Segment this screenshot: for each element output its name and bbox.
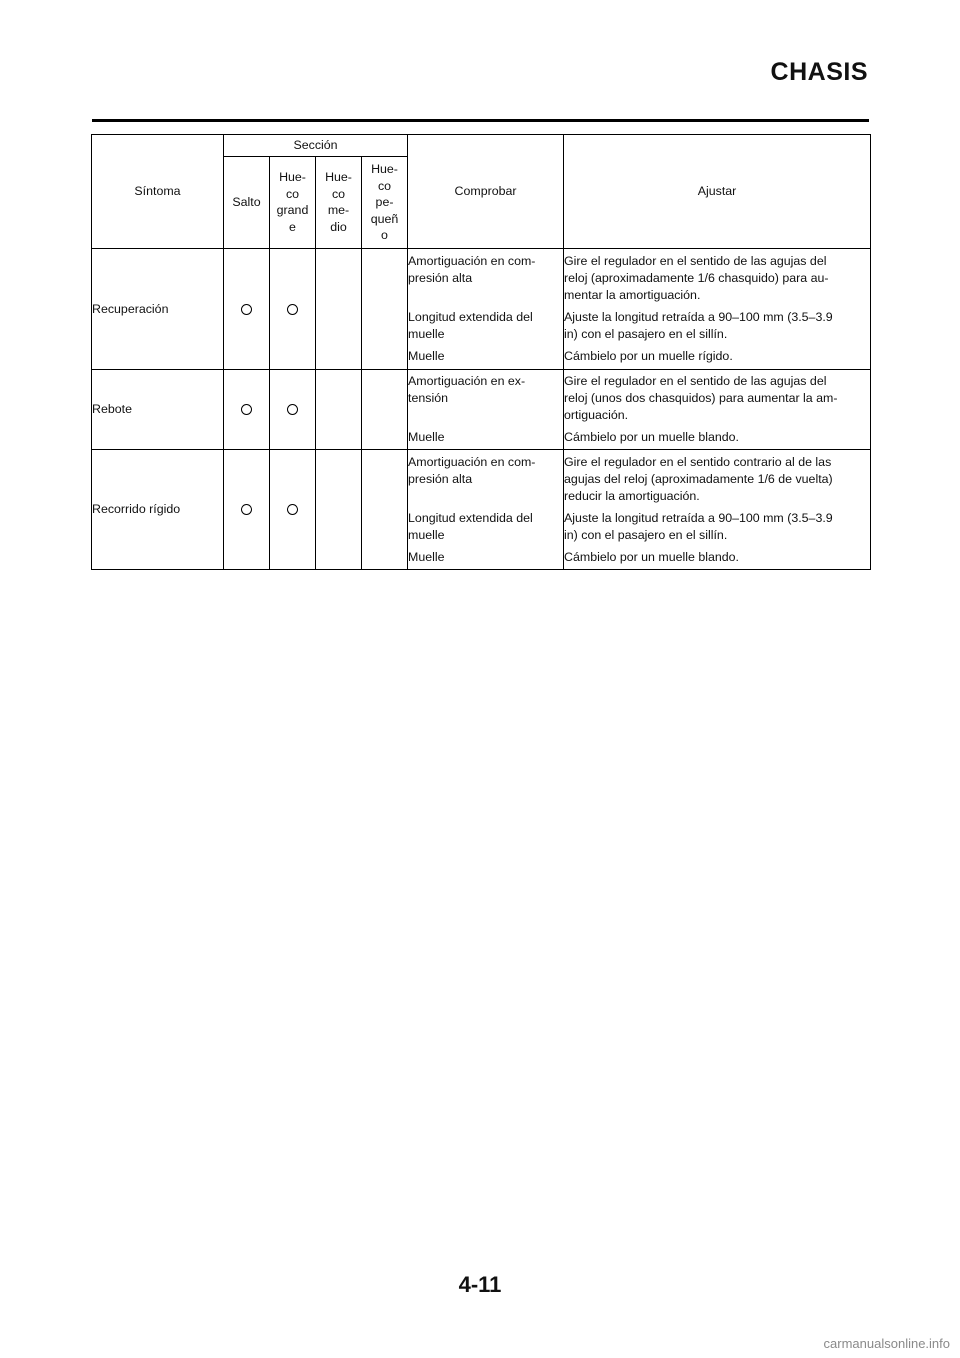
table-row xyxy=(92,249,871,370)
check-item-line: Muelle xyxy=(408,549,445,564)
check-item-line: presión alta xyxy=(408,471,473,486)
adjust-item-line: Gire el regulador en el sentido contrario al de las xyxy=(564,454,832,469)
section-mark-cell xyxy=(224,249,270,370)
symptom-cell: Rebote xyxy=(92,370,224,450)
adjust-item-line: agujas del reloj (aproximadamente 1/6 de vuelta) xyxy=(564,471,833,486)
section-mark-cell xyxy=(270,450,316,570)
section-mark-cell xyxy=(224,370,270,450)
check-item xyxy=(408,373,563,424)
section-mark-cell xyxy=(362,370,408,450)
adjust-cell xyxy=(564,450,871,570)
adjust-item-line: in) con el pasajero en el sillín. xyxy=(564,527,728,542)
header-hueco-medio: Hue- co me- dio xyxy=(316,157,362,249)
adjust-item xyxy=(564,549,870,566)
adjust-item xyxy=(564,309,870,343)
header-ajustar: Ajustar xyxy=(564,135,871,249)
settings-table xyxy=(91,134,871,570)
header-hueco-pequeno: Hue- co pe- queñ o xyxy=(362,157,408,249)
section-mark-cell xyxy=(362,450,408,570)
check-item-line: Amortiguación en com- xyxy=(408,454,536,469)
symptom-cell: Recorrido rígido xyxy=(92,450,224,570)
adjust-cell xyxy=(564,249,871,370)
adjust-item xyxy=(564,253,870,304)
table-row xyxy=(92,450,871,570)
check-item-line: tensión xyxy=(408,391,448,405)
section-mark-cell xyxy=(270,370,316,450)
header-sintoma: Síntoma xyxy=(92,135,224,249)
section-mark-cell xyxy=(316,249,362,370)
adjust-cell xyxy=(564,370,871,450)
adjust-item-line: ortiguación. xyxy=(564,408,629,422)
adjust-item-line: reducir la amortiguación. xyxy=(564,488,700,503)
adjust-item xyxy=(564,373,870,424)
circle-mark-icon xyxy=(287,404,298,415)
check-item-line: Longitud extendida del xyxy=(408,310,533,324)
check-item xyxy=(408,309,563,343)
circle-mark-icon xyxy=(287,504,298,515)
adjust-item xyxy=(564,429,870,446)
check-item xyxy=(408,549,563,566)
symptom-cell: Recuperación xyxy=(92,249,224,370)
check-item xyxy=(408,253,563,304)
adjust-item-line: in) con el pasajero en el sillín. xyxy=(564,327,728,341)
adjust-item xyxy=(564,454,870,505)
adjust-item xyxy=(564,348,870,365)
check-cell xyxy=(408,370,564,450)
header-salto: Salto xyxy=(224,157,270,249)
check-item xyxy=(408,454,563,505)
check-item-line: Amortiguación en com- xyxy=(408,254,536,268)
check-item xyxy=(408,429,563,446)
adjust-item-line: Cámbielo por un muelle rígido. xyxy=(564,349,733,363)
adjust-item-line: Ajuste la longitud retraída a 90–100 mm (3.5–3.9 xyxy=(564,310,833,324)
adjust-item-line: mentar la amortiguación. xyxy=(564,288,701,302)
adjust-item-line: Ajuste la longitud retraída a 90–100 mm (3.5–3.9 xyxy=(564,510,833,525)
adjust-item-line: reloj (unos dos chasquidos) para aumentar la am- xyxy=(564,391,838,405)
header-hueco-grande: Hue- co grand e xyxy=(270,157,316,249)
check-cell xyxy=(408,450,564,570)
check-item-line: Muelle xyxy=(408,430,445,444)
footer-watermark: carmanualsonline.info xyxy=(823,1336,950,1351)
circle-mark-icon xyxy=(241,304,252,315)
adjust-item xyxy=(564,510,870,544)
circle-mark-icon xyxy=(241,504,252,515)
section-mark-cell xyxy=(362,249,408,370)
check-item xyxy=(408,510,563,544)
check-cell xyxy=(408,249,564,370)
header-seccion: Sección xyxy=(224,135,408,157)
adjust-item-line: reloj (aproximadamente 1/6 chasquido) para au- xyxy=(564,271,829,285)
check-item-line: presión alta xyxy=(408,271,473,285)
section-mark-cell xyxy=(316,370,362,450)
adjust-item-line: Gire el regulador en el sentido de las agujas del xyxy=(564,374,827,388)
section-mark-cell xyxy=(270,249,316,370)
check-item-line: Longitud extendida del xyxy=(408,510,533,525)
page-title: CHASIS xyxy=(770,58,868,86)
header-comprobar: Comprobar xyxy=(408,135,564,249)
check-item-line: muelle xyxy=(408,327,445,341)
check-item-line: Muelle xyxy=(408,349,445,363)
section-mark-cell xyxy=(224,450,270,570)
check-item-line: muelle xyxy=(408,527,445,542)
table-row xyxy=(92,370,871,450)
adjust-item-line: Cámbielo por un muelle blando. xyxy=(564,430,739,444)
adjust-item-line: Cámbielo por un muelle blando. xyxy=(564,549,739,564)
circle-mark-icon xyxy=(287,304,298,315)
circle-mark-icon xyxy=(241,404,252,415)
check-item xyxy=(408,348,563,365)
adjust-item-line: Gire el regulador en el sentido de las agujas del xyxy=(564,254,827,268)
section-mark-cell xyxy=(316,450,362,570)
check-item-line: Amortiguación en ex- xyxy=(408,374,526,388)
header-rule xyxy=(92,119,869,122)
page-number: 4-11 xyxy=(458,1272,502,1297)
